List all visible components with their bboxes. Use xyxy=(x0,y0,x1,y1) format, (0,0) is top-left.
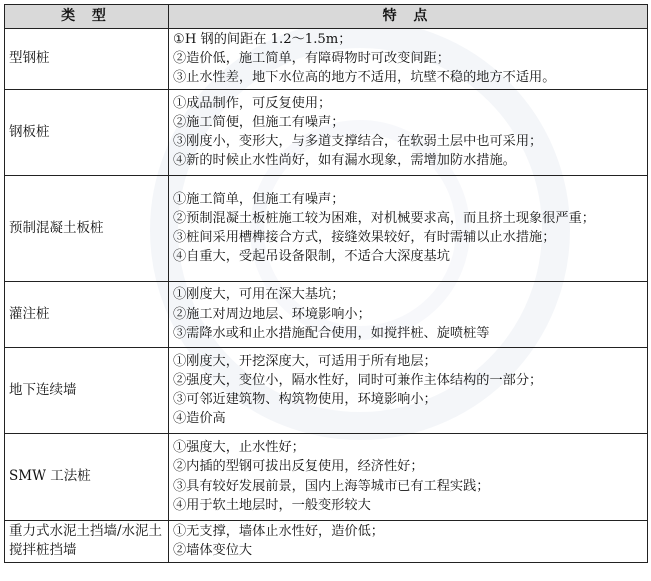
header-type: 类 型 xyxy=(5,5,169,29)
row-features-cell xyxy=(169,89,648,175)
table-row xyxy=(5,520,648,562)
feature-item: ③具有较好发展前景，国内上海等城市已有工程实践； xyxy=(173,478,490,494)
row-type-cell: 钢板桩 xyxy=(5,89,169,175)
header-features: 特 点 xyxy=(169,5,648,29)
row-features-cell xyxy=(169,347,648,433)
row-type-cell: SMW 工法桩 xyxy=(5,433,169,520)
row-type-cell: 重力式水泥土挡墙/水泥土搅拌桩挡墙 xyxy=(5,520,169,562)
feature-item: ②墙体变位大 xyxy=(173,543,253,559)
table-row xyxy=(5,175,648,281)
feature-item: ③需降水或和止水措施配合使用，如搅拌桩、旋喷桩等 xyxy=(173,325,490,341)
retaining-structure-table xyxy=(4,4,648,563)
feature-item: ④造价高 xyxy=(173,411,226,427)
table-row xyxy=(5,29,648,90)
row-features-cell xyxy=(169,29,648,90)
row-type-cell: 灌注桩 xyxy=(5,281,169,347)
feature-item: ④新的时候止水性尚好，如有漏水现象，需增加防水措施。 xyxy=(173,153,516,169)
table-row xyxy=(5,281,648,347)
row-type-cell: 预制混凝土板桩 xyxy=(5,175,169,281)
feature-item: ①刚度大，开挖深度大，可适用于所有地层； xyxy=(173,353,437,369)
feature-item: ①刚度大，可用在深大基坑； xyxy=(173,287,345,303)
row-type-cell: 地下连续墙 xyxy=(5,347,169,433)
feature-item: ①成品制作，可反复使用； xyxy=(173,95,332,111)
feature-item: ②施工对周边地层、环境影响小； xyxy=(173,306,371,322)
feature-item: ②预制混凝土板桩施工较为困难，对机械要求高，而且挤土现象很严重； xyxy=(173,210,595,226)
feature-item: ①H 钢的间距在 1.2～1.5m； xyxy=(173,32,352,47)
row-type-cell: 型钢桩 xyxy=(5,29,169,90)
row-features-cell xyxy=(169,433,648,520)
feature-item: ①强度大，止水性好； xyxy=(173,440,305,456)
row-features-cell xyxy=(169,175,648,281)
table-row xyxy=(5,433,648,520)
feature-item: ②施工简便，但施工有噪声； xyxy=(173,114,345,130)
table-row xyxy=(5,347,648,433)
feature-item: ④自重大，受起吊设备限制，不适合大深度基坑 xyxy=(173,249,450,265)
feature-item: ②造价低，施工简单，有障碍物时可改变间距； xyxy=(173,51,450,67)
table-header-row xyxy=(5,5,648,29)
feature-item: ①无支撑，墙体止水性好，造价低； xyxy=(173,523,384,539)
feature-item: ③止水性差，地下水位高的地方不适用，坑壁不稳的地方不适用。 xyxy=(173,70,556,86)
row-features-cell xyxy=(169,520,648,562)
feature-item: ③桩间采用槽榫接合方式，接缝效果较好，有时需辅以止水措施； xyxy=(173,230,556,246)
feature-item: ①施工简单，但施工有噪声； xyxy=(173,191,345,207)
feature-item: ④用于软土地层时，一般变形较大 xyxy=(173,497,371,513)
feature-item: ②内插的型钢可拔出反复使用，经济性好； xyxy=(173,459,424,475)
feature-item: ③刚度小，变形大，与多道支撑结合，在软弱土层中也可采用； xyxy=(173,134,543,150)
feature-item: ③可邻近建筑物、构筑物使用，环境影响小； xyxy=(173,392,437,408)
table-row xyxy=(5,89,648,175)
row-features-cell xyxy=(169,281,648,347)
feature-item: ②强度大，变位小，隔水性好，同时可兼作主体结构的一部分； xyxy=(173,372,543,388)
